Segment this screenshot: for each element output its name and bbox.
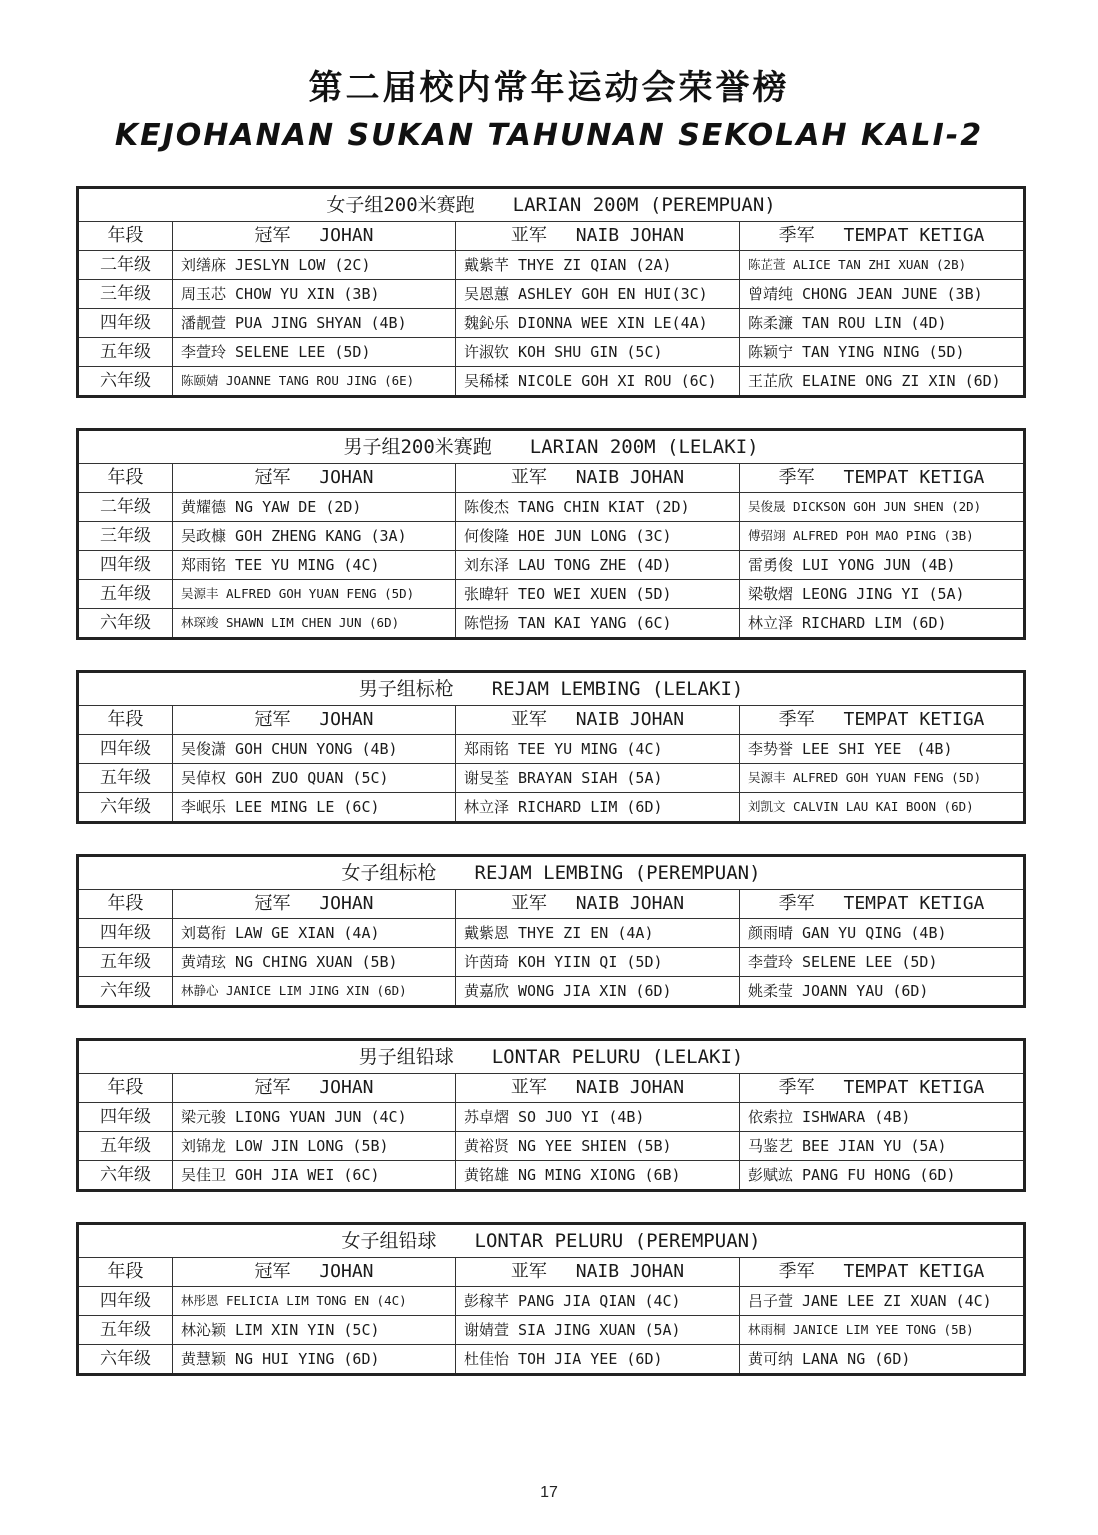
winner-cell: 苏卓熠 SO JUO YI (4B) bbox=[456, 1103, 740, 1132]
third-place-column-header: 季军 TEMPAT KETIGA bbox=[740, 464, 1025, 493]
winner-cell: 彭稼芊 PANG JIA QIAN (4C) bbox=[456, 1287, 740, 1316]
winner-cell: 雷勇俊 LUI YONG JUN (4B) bbox=[740, 551, 1025, 580]
grade-cell: 三年级 bbox=[78, 522, 173, 551]
winner-cell: 黄铭雄 NG MING XIONG (6B) bbox=[456, 1161, 740, 1191]
grade-column-header: 年段 bbox=[78, 1258, 173, 1287]
grade-cell: 六年级 bbox=[78, 977, 173, 1007]
winner-cell: 何俊隆 HOE JUN LONG (3C) bbox=[456, 522, 740, 551]
winner-cell: 李萱玲 SELENE LEE (5D) bbox=[173, 338, 456, 367]
champion-column-header: 冠军 JOHAN bbox=[173, 464, 456, 493]
winner-cell: 曾靖纯 CHONG JEAN JUNE (3B) bbox=[740, 280, 1025, 309]
table-row bbox=[78, 551, 1025, 580]
winner-cell: 吕子萱 JANE LEE ZI XUAN (4C) bbox=[740, 1287, 1025, 1316]
grade-cell: 五年级 bbox=[78, 948, 173, 977]
runner-up-column-header: 亚军 NAIB JOHAN bbox=[456, 1258, 740, 1287]
winner-cell: 吴恩蕙 ASHLEY GOH EN HUI(3C) bbox=[456, 280, 740, 309]
table-row bbox=[78, 493, 1025, 522]
page-number: 17 bbox=[540, 1484, 558, 1501]
table-row bbox=[78, 251, 1025, 280]
table-row bbox=[78, 793, 1025, 823]
winner-cell: 彭赋竑 PANG FU HONG (6D) bbox=[740, 1161, 1025, 1191]
winner-cell: 刘缮庥 JESLYN LOW (2C) bbox=[173, 251, 456, 280]
grade-column-header: 年段 bbox=[78, 464, 173, 493]
results-sections bbox=[76, 186, 1023, 1406]
event-title: 男子组200米赛跑 LARIAN 200M (LELAKI) bbox=[78, 430, 1025, 464]
page-title-malay: KEJOHANAN SUKAN TAHUNAN SEKOLAH KALI-2 bbox=[114, 118, 984, 153]
winner-cell: 刘凯文 CALVIN LAU KAI BOON (6D) bbox=[740, 793, 1025, 823]
winner-cell: 郑雨铭 TEE YU MING (4C) bbox=[173, 551, 456, 580]
table-row bbox=[78, 735, 1025, 764]
winner-cell: 陈柔濂 TAN ROU LIN (4D) bbox=[740, 309, 1025, 338]
grade-cell: 五年级 bbox=[78, 580, 173, 609]
event-table bbox=[76, 1222, 1026, 1376]
event-title-row bbox=[78, 1040, 1025, 1074]
table-row bbox=[78, 1132, 1025, 1161]
table-row bbox=[78, 1287, 1025, 1316]
winner-cell: 谢旻荃 BRAYAN SIAH (5A) bbox=[456, 764, 740, 793]
event-title: 男子组铅球 LONTAR PELURU (LELAKI) bbox=[78, 1040, 1025, 1074]
table-row bbox=[78, 309, 1025, 338]
winner-cell: 吴佳卫 GOH JIA WEI (6C) bbox=[173, 1161, 456, 1191]
champion-column-header: 冠军 JOHAN bbox=[173, 222, 456, 251]
runner-up-column-header: 亚军 NAIB JOHAN bbox=[456, 706, 740, 735]
winner-cell: 吴俊晟 DICKSON GOH JUN SHEN (2D) bbox=[740, 493, 1025, 522]
winner-cell: 黄靖玹 NG CHING XUAN (5B) bbox=[173, 948, 456, 977]
winner-cell: 张暐轩 TEO WEI XUEN (5D) bbox=[456, 580, 740, 609]
event-title: 女子组200米赛跑 LARIAN 200M (PEREMPUAN) bbox=[78, 188, 1025, 222]
winner-cell: 梁元骏 LIONG YUAN JUN (4C) bbox=[173, 1103, 456, 1132]
winner-cell: 颜雨晴 GAN YU QING (4B) bbox=[740, 919, 1025, 948]
grade-cell: 四年级 bbox=[78, 309, 173, 338]
header-row bbox=[78, 706, 1025, 735]
table-row bbox=[78, 919, 1025, 948]
table-row bbox=[78, 367, 1025, 397]
grade-cell: 六年级 bbox=[78, 1161, 173, 1191]
header-row bbox=[78, 222, 1025, 251]
header-row bbox=[78, 890, 1025, 919]
winner-cell: 姚柔莹 JOANN YAU (6D) bbox=[740, 977, 1025, 1007]
winner-cell: 林彤恩 FELICIA LIM TONG EN (4C) bbox=[173, 1287, 456, 1316]
winner-cell: 吴俊潇 GOH CHUN YONG (4B) bbox=[173, 735, 456, 764]
winner-cell: 刘东泽 LAU TONG ZHE (4D) bbox=[456, 551, 740, 580]
winner-cell: 黄可纳 LANA NG (6D) bbox=[740, 1345, 1025, 1375]
event-title-row bbox=[78, 672, 1025, 706]
champion-column-header: 冠军 JOHAN bbox=[173, 1074, 456, 1103]
winner-cell: 吴政槺 GOH ZHENG KANG (3A) bbox=[173, 522, 456, 551]
winner-cell: 吴倬权 GOH ZUO QUAN (5C) bbox=[173, 764, 456, 793]
grade-cell: 四年级 bbox=[78, 1103, 173, 1132]
winner-cell: 马鉴艺 BEE JIAN YU (5A) bbox=[740, 1132, 1025, 1161]
champion-column-header: 冠军 JOHAN bbox=[173, 1258, 456, 1287]
winner-cell: 林立泽 RICHARD LIM (6D) bbox=[456, 793, 740, 823]
grade-cell: 六年级 bbox=[78, 793, 173, 823]
grade-cell: 四年级 bbox=[78, 919, 173, 948]
event-table bbox=[76, 1038, 1026, 1192]
table-row bbox=[78, 1103, 1025, 1132]
winner-cell: 傅弨翊 ALFRED POH MAO PING (3B) bbox=[740, 522, 1025, 551]
table-row bbox=[78, 609, 1025, 639]
winner-cell: 依索拉 ISHWARA (4B) bbox=[740, 1103, 1025, 1132]
grade-cell: 六年级 bbox=[78, 367, 173, 397]
winner-cell: 林立泽 RICHARD LIM (6D) bbox=[740, 609, 1025, 639]
winner-cell: 吴源丰 ALFRED GOH YUAN FENG (5D) bbox=[173, 580, 456, 609]
winner-cell: 黄嘉欣 WONG JIA XIN (6D) bbox=[456, 977, 740, 1007]
winner-cell: 戴紫芊 THYE ZI QIAN (2A) bbox=[456, 251, 740, 280]
champion-column-header: 冠军 JOHAN bbox=[173, 706, 456, 735]
event-title-row bbox=[78, 1224, 1025, 1258]
table-row bbox=[78, 1316, 1025, 1345]
third-place-column-header: 季军 TEMPAT KETIGA bbox=[740, 1258, 1025, 1287]
event-table bbox=[76, 854, 1026, 1008]
table-row bbox=[78, 580, 1025, 609]
winner-cell: 郑雨铭 TEE YU MING (4C) bbox=[456, 735, 740, 764]
winner-cell: 黄裕贤 NG YEE SHIEN (5B) bbox=[456, 1132, 740, 1161]
event-table bbox=[76, 186, 1026, 398]
grade-cell: 二年级 bbox=[78, 493, 173, 522]
grade-column-header: 年段 bbox=[78, 222, 173, 251]
winner-cell: 林琛竣 SHAWN LIM CHEN JUN (6D) bbox=[173, 609, 456, 639]
winner-cell: 陈颐婧 JOANNE TANG ROU JING (6E) bbox=[173, 367, 456, 397]
third-place-column-header: 季军 TEMPAT KETIGA bbox=[740, 706, 1025, 735]
third-place-column-header: 季军 TEMPAT KETIGA bbox=[740, 1074, 1025, 1103]
event-table bbox=[76, 428, 1026, 640]
winner-cell: 林雨桐 JANICE LIM YEE TONG (5B) bbox=[740, 1316, 1025, 1345]
header-row bbox=[78, 464, 1025, 493]
winner-cell: 戴紫恩 THYE ZI EN (4A) bbox=[456, 919, 740, 948]
grade-column-header: 年段 bbox=[78, 1074, 173, 1103]
winner-cell: 梁敬熠 LEONG JING YI (5A) bbox=[740, 580, 1025, 609]
winner-cell: 黄慧颖 NG HUI YING (6D) bbox=[173, 1345, 456, 1375]
grade-cell: 四年级 bbox=[78, 735, 173, 764]
event-title: 女子组标枪 REJAM LEMBING (PEREMPUAN) bbox=[78, 856, 1025, 890]
winner-cell: 王芷欣 ELAINE ONG ZI XIN (6D) bbox=[740, 367, 1025, 397]
winner-cell: 黄耀德 NG YAW DE (2D) bbox=[173, 493, 456, 522]
winner-cell: 林静心 JANICE LIM JING XIN (6D) bbox=[173, 977, 456, 1007]
winner-cell: 吴稀楺 NICOLE GOH XI ROU (6C) bbox=[456, 367, 740, 397]
winner-cell: 陈颖宁 TAN YING NING (5D) bbox=[740, 338, 1025, 367]
winner-cell: 谢婧萱 SIA JING XUAN (5A) bbox=[456, 1316, 740, 1345]
champion-column-header: 冠军 JOHAN bbox=[173, 890, 456, 919]
event-title: 女子组铅球 LONTAR PELURU (PEREMPUAN) bbox=[78, 1224, 1025, 1258]
table-row bbox=[78, 1161, 1025, 1191]
winner-cell: 许茵琦 KOH YIIN QI (5D) bbox=[456, 948, 740, 977]
table-row bbox=[78, 948, 1025, 977]
grade-column-header: 年段 bbox=[78, 706, 173, 735]
grade-cell: 六年级 bbox=[78, 1345, 173, 1375]
table-row bbox=[78, 1345, 1025, 1375]
page-title-chinese: 第二届校内常年运动会荣誉榜 bbox=[308, 68, 790, 108]
grade-cell: 四年级 bbox=[78, 551, 173, 580]
table-row bbox=[78, 280, 1025, 309]
grade-cell: 三年级 bbox=[78, 280, 173, 309]
winner-cell: 陈芷萱 ALICE TAN ZHI XUAN (2B) bbox=[740, 251, 1025, 280]
event-title-row bbox=[78, 430, 1025, 464]
winner-cell: 许淑钦 KOH SHU GIN (5C) bbox=[456, 338, 740, 367]
winner-cell: 潘靓萱 PUA JING SHYAN (4B) bbox=[173, 309, 456, 338]
event-title-row bbox=[78, 856, 1025, 890]
grade-cell: 五年级 bbox=[78, 1132, 173, 1161]
winner-cell: 杜佳怡 TOH JIA YEE (6D) bbox=[456, 1345, 740, 1375]
grade-cell: 五年级 bbox=[78, 1316, 173, 1345]
third-place-column-header: 季军 TEMPAT KETIGA bbox=[740, 890, 1025, 919]
grade-cell: 五年级 bbox=[78, 338, 173, 367]
winner-cell: 陈恺扬 TAN KAI YANG (6C) bbox=[456, 609, 740, 639]
third-place-column-header: 季军 TEMPAT KETIGA bbox=[740, 222, 1025, 251]
grade-cell: 六年级 bbox=[78, 609, 173, 639]
event-title-row bbox=[78, 188, 1025, 222]
winner-cell: 李岷乐 LEE MING LE (6C) bbox=[173, 793, 456, 823]
runner-up-column-header: 亚军 NAIB JOHAN bbox=[456, 890, 740, 919]
event-table bbox=[76, 670, 1026, 824]
winner-cell: 林沁颖 LIM XIN YIN (5C) bbox=[173, 1316, 456, 1345]
winner-cell: 吴源丰 ALFRED GOH YUAN FENG (5D) bbox=[740, 764, 1025, 793]
grade-cell: 二年级 bbox=[78, 251, 173, 280]
header-row bbox=[78, 1258, 1025, 1287]
table-row bbox=[78, 338, 1025, 367]
winner-cell: 李势誉 LEE SHI YEE (4B) bbox=[740, 735, 1025, 764]
table-row bbox=[78, 522, 1025, 551]
grade-column-header: 年段 bbox=[78, 890, 173, 919]
winner-cell: 刘锦龙 LOW JIN LONG (5B) bbox=[173, 1132, 456, 1161]
winner-cell: 刘葛衔 LAW GE XIAN (4A) bbox=[173, 919, 456, 948]
winner-cell: 魏鈊乐 DIONNA WEE XIN LE(4A) bbox=[456, 309, 740, 338]
table-row bbox=[78, 977, 1025, 1007]
table-row bbox=[78, 764, 1025, 793]
runner-up-column-header: 亚军 NAIB JOHAN bbox=[456, 222, 740, 251]
runner-up-column-header: 亚军 NAIB JOHAN bbox=[456, 464, 740, 493]
winner-cell: 陈俊杰 TANG CHIN KIAT (2D) bbox=[456, 493, 740, 522]
grade-cell: 四年级 bbox=[78, 1287, 173, 1316]
runner-up-column-header: 亚军 NAIB JOHAN bbox=[456, 1074, 740, 1103]
header-row bbox=[78, 1074, 1025, 1103]
grade-cell: 五年级 bbox=[78, 764, 173, 793]
winner-cell: 周玉芯 CHOW YU XIN (3B) bbox=[173, 280, 456, 309]
winner-cell: 李萱玲 SELENE LEE (5D) bbox=[740, 948, 1025, 977]
event-title: 男子组标枪 REJAM LEMBING (LELAKI) bbox=[78, 672, 1025, 706]
